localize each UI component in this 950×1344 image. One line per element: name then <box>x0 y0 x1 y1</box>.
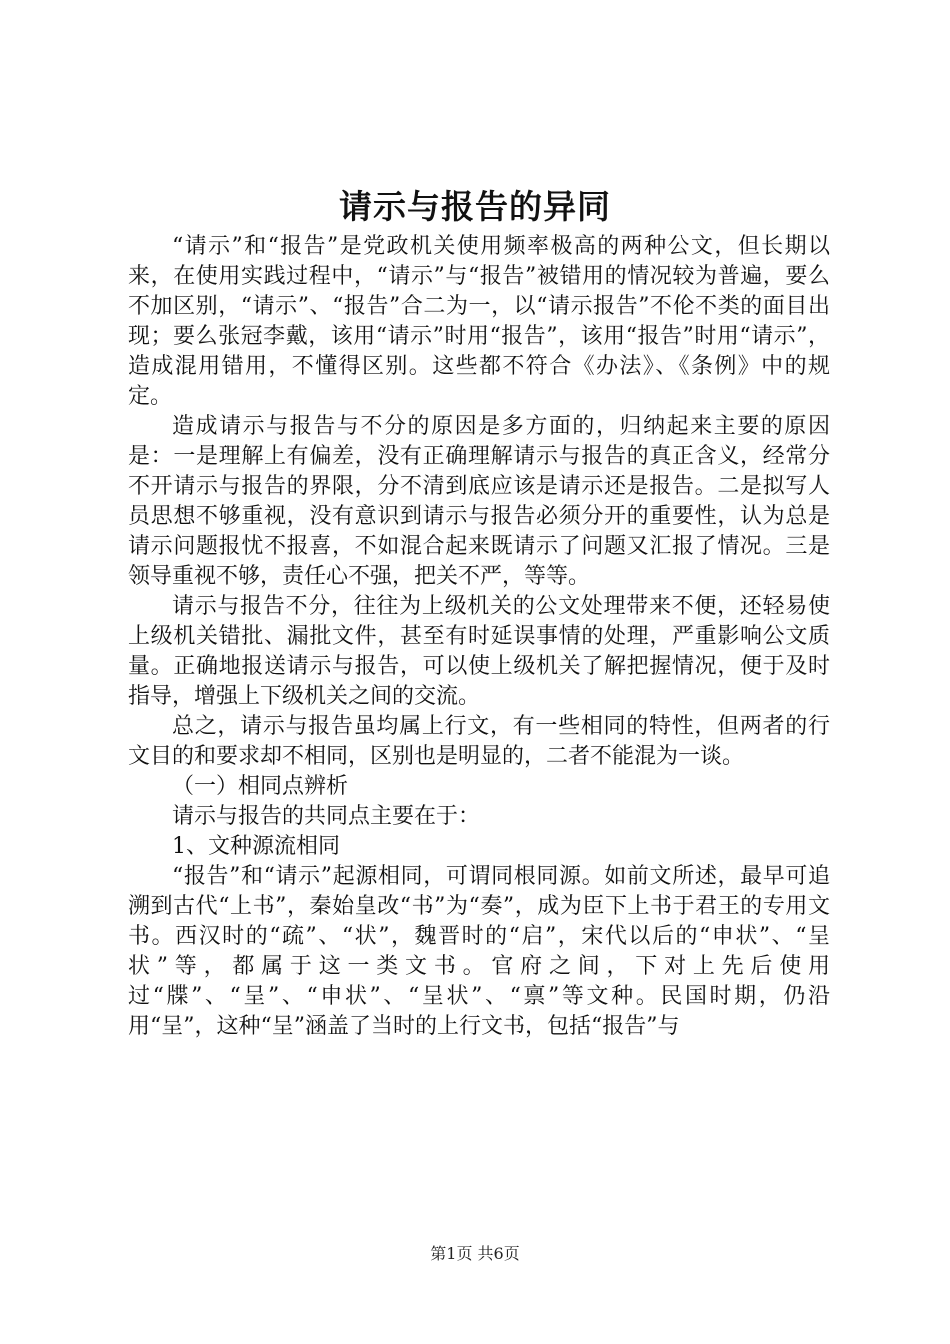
paragraph-causes: 造成请示与报告与不分的原因是多方面的，归纳起来主要的原因是：一是理解上有偏差，没有正确理解请示与报告的真正含义，经常分不开请示与报告的界限，分不清到底应该是请示还是报告。二是拟写人员思想不够重视，没有意识到请示与报告必须分开的重要性，认为总是请示问题报忧不报喜，不如混合起来既请示了问题又汇报了情况。三是领导重视不够，责任心不强，把关不严，等等。 <box>128 414 830 589</box>
document-body <box>128 232 830 1042</box>
subsection-paragraph: “报告”和“请示”起源相同，可谓同根同源。如前文所述，最早可追溯到古代“上书”，秦始皇改“书”为“奏”，成为臣下上书于君王的专用文书。西汉时的“疏”、“状”，魏晋时的“启”，宋代以后的“申状”、“呈状”等，都属于这一类文书。官府之间，下对上先后使用过“牒”、“呈”、“申状”、“呈状”、“禀”等文种。民国时期，仍沿用“呈”，这种“呈”涵盖了当时的上行文书，包括“报告”与 <box>128 864 830 1039</box>
section-intro: 请示与报告的共同点主要在于： <box>172 804 481 829</box>
page-footer: 第1页 共6页 <box>430 1244 520 1263</box>
subsection-heading: 1、文种源流相同 <box>172 834 340 859</box>
section-heading: （一）相同点辨析 <box>172 774 349 799</box>
paragraph-summary: 总之，请示与报告虽均属上行文，有一些相同的特性，但两者的行文目的和要求却不相同，区别也是明显的，二者不能混为一谈。 <box>128 714 830 769</box>
paragraph-intro: “请示”和“报告”是党政机关使用频率极高的两种公文，但长期以来，在使用实践过程中，“请示”与“报告”被错用的情况较为普遍，要么不加区别，“请示”、“报告”合二为一，以“请示报告”不伦不类的面目出现；要么张冠李戴，该用“请示”时用“报告”，该用“报告”时用“请示”，造成混用错用，不懂得区别。这些都不符合《办法》、《条例》中的规定。 <box>128 234 830 409</box>
document-title: 请示与报告的异同 <box>339 187 611 226</box>
paragraph-consequences: 请示与报告不分，往往为上级机关的公文处理带来不便，还轻易使上级机关错批、漏批文件，甚至有时延误事情的处理，严重影响公文质量。正确地报送请示与报告，可以使上级机关了解把握情况，便于及时指导，增强上下级机关之间的交流。 <box>128 594 830 709</box>
